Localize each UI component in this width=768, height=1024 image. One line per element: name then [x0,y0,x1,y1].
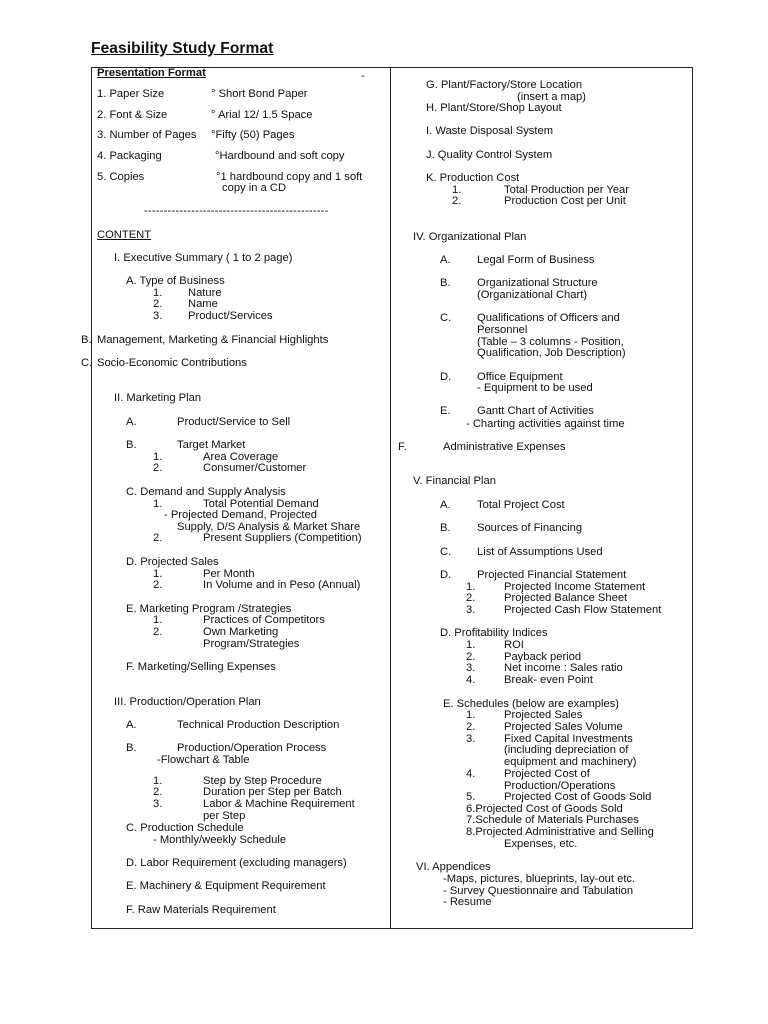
item-number: 2. [452,195,462,207]
list-item: Total Production per Year [504,184,630,196]
list-item: Projected Sales [504,709,583,721]
font-size-value: ° Arial 12/ 1.5 Space [211,109,313,121]
document-title: Feasibility Study Format [91,40,274,57]
list-item: Organizational Structure [477,277,598,289]
list-item: E. Schedules (below are examples) [443,698,619,710]
list-item: Gantt Chart of Activities [477,405,594,417]
list-item: Administrative Expenses [443,441,566,453]
list-item: - Projected Demand, Projected [164,509,317,521]
list-item: Per Month [203,568,255,580]
list-item: Projected Sales Volume [504,721,623,733]
list-item: 8.Projected Administrative and Selling [466,826,654,838]
item-letter: D. [440,569,452,581]
item-number: 4. [466,674,476,686]
item-letter: B. [126,439,137,451]
list-item: (Table – 3 columns - Position, [477,336,624,348]
list-item: Production Cost per Unit [504,195,626,207]
item-letter: B. [440,522,451,534]
item-letter: A. [440,254,451,266]
item-number: 3. [466,733,476,745]
financial-plan: V. Financial Plan [413,475,496,487]
list-item: Production/Operations [504,780,616,792]
item-number: 1. [466,709,476,721]
list-item: F. Raw Materials Requirement [126,904,276,916]
list-item: Projected Income Statement [504,581,646,593]
list-item: per Step [203,810,246,822]
packaging-value: °Hardbound and soft copy [215,150,345,162]
list-item: Sources of Financing [477,522,583,534]
item-letter: B. [440,277,451,289]
organizational-plan: IV. Organizational Plan [413,231,527,243]
item-letter: A. [440,499,451,511]
item-number: 2. [466,721,476,733]
list-item: Payback period [504,651,582,663]
item-letter: F. [398,441,407,453]
list-item: - Monthly/weekly Schedule [153,834,287,846]
list-item: - Survey Questionnaire and Tabulation [443,885,634,897]
item-number: 1. [153,451,163,463]
list-item: E. Marketing Program /Strategies [126,603,292,615]
item-number: 5. [466,791,476,803]
list-item: Total Potential Demand [203,498,319,510]
item-number: 2. [466,592,476,604]
item-number: 2. [153,579,163,591]
item-number: 2. [153,462,163,474]
production-plan: III. Production/Operation Plan [114,696,261,708]
list-item: Fixed Capital Investments [504,733,633,745]
list-item: Product/Service to Sell [177,416,291,428]
list-item: (including depreciation of [504,744,629,756]
list-item: D. Profitability Indices [440,627,548,639]
stray-mark: - [361,70,365,82]
list-item: Legal Form of Business [477,254,595,266]
list-item: ROI [504,639,524,651]
item-number: 2. [153,626,163,638]
list-item: Program/Strategies [203,638,300,650]
list-item: Net income : Sales ratio [504,662,623,674]
list-item: Qualifications of Officers and [477,312,620,324]
item-number: 1. [153,775,163,787]
list-item: Projected Balance Sheet [504,592,628,604]
list-item: 6.Projected Cost of Goods Sold [466,803,623,815]
item-letter: E. [440,405,451,417]
item-number: 3. [153,798,163,810]
marketing-plan: II. Marketing Plan [114,392,202,404]
packaging-label: 4. Packaging [97,150,162,162]
item-number: 2. [466,651,476,663]
type-of-business: A. Type of Business [126,275,225,287]
list-item: Name [188,298,218,310]
list-item: D. Projected Sales [126,556,219,568]
list-item: Projected Cost of [504,768,590,780]
list-item: K. Production Cost [426,172,520,184]
list-item: Technical Production Description [177,719,340,731]
content-heading: CONTENT [97,229,152,241]
paper-size-value: ° Short Bond Paper [211,88,308,100]
copies-value-line2: copy in a CD [222,182,287,194]
item-letter: A. [126,719,137,731]
list-item: Projected Cash Flow Statement [504,604,662,616]
list-item: F. Marketing/Selling Expenses [126,661,276,673]
separator-line: ----------------------------------------------- [144,205,329,217]
list-item: Target Market [177,439,246,451]
list-item: Supply, D/S Analysis & Market Share [177,521,361,533]
item-number: 1. [153,287,163,299]
mgmt-highlights: Management, Marketing & Financial Highlights [97,334,329,346]
list-item: Total Project Cost [477,499,565,511]
list-item: (Organizational Chart) [477,289,588,301]
list-item: equipment and machinery) [504,756,637,768]
item-number: 1. [153,568,163,580]
item-number: 3. [153,310,163,322]
list-item: Break- even Point [504,674,593,686]
copies-value: °1 hardbound copy and 1 soft [216,171,363,183]
copies-label: 5. Copies [97,171,145,183]
list-item: (insert a map) [517,91,587,103]
item-letter: B. [126,742,137,754]
item-number: 3. [466,662,476,674]
item-number: 4. [466,768,476,780]
list-item: 7.Schedule of Materials Purchases [466,814,639,826]
list-item: Projected Cost of Goods Sold [504,791,652,803]
list-item: - Resume [443,896,492,908]
list-item: Present Suppliers (Competition) [203,532,362,544]
list-item: -Maps, pictures, blueprints, lay-out etc. [443,873,636,885]
font-size-label: 2. Font & Size [97,109,168,121]
item-number: 2. [153,532,163,544]
list-item: C. Demand and Supply Analysis [126,486,286,498]
socio-letter: C. [81,357,93,369]
list-item: Production/Operation Process [177,742,327,754]
item-number: 1. [153,498,163,510]
item-letter: A. [126,416,137,428]
list-item: D. Labor Requirement (excluding managers) [126,857,347,869]
list-item: Qualification, Job Description) [477,347,626,359]
list-item: E. Machinery & Equipment Requirement [126,880,326,892]
list-item: Consumer/Customer [203,462,307,474]
list-item: Practices of Competitors [203,614,325,626]
list-item: In Volume and in Peso (Annual) [203,579,361,591]
item-letter: C. [440,312,452,324]
column-divider [390,67,391,929]
list-item: G. Plant/Factory/Store Location [426,79,583,91]
list-item: Labor & Machine Requirement [203,798,355,810]
list-item: - Equipment to be used [477,382,593,394]
item-number: 1. [452,184,462,196]
list-item: - Charting activities against time [466,418,625,430]
list-item: Personnel [477,324,528,336]
list-item: J. Quality Control System [426,149,553,161]
pages-value: °Fifty (50) Pages [211,129,295,141]
list-item: I. Waste Disposal System [426,125,554,137]
list-item: Expenses, etc. [504,838,578,850]
executive-summary: I. Executive Summary ( 1 to 2 page) [114,252,293,264]
pages-label: 3. Number of Pages [97,129,197,141]
presentation-format-heading: Presentation Format [97,67,206,79]
list-item: -Flowchart & Table [157,754,250,766]
item-number: 1. [466,581,476,593]
list-item: Duration per Step per Batch [203,786,342,798]
list-item: Projected Financial Statement [477,569,627,581]
item-letter: D. [440,371,452,383]
list-item: Office Equipment [477,371,563,383]
item-number: 1. [466,639,476,651]
item-number: 2. [153,298,163,310]
list-item: Product/Services [188,310,273,322]
paper-size-label: 1. Paper Size [97,88,165,100]
item-number: 1. [153,614,163,626]
list-item: H. Plant/Store/Shop Layout [426,102,562,114]
socio-economic: Socio-Economic Contributions [97,357,247,369]
list-item: Nature [188,287,222,299]
item-number: 3. [466,604,476,616]
list-item: Area Coverage [203,451,279,463]
list-item: List of Assumptions Used [477,546,603,558]
list-item: Step by Step Procedure [203,775,322,787]
mgmt-letter: B. [81,334,92,346]
appendices: VI. Appendices [416,861,491,873]
list-item: Own Marketing [203,626,279,638]
item-number: 2. [153,786,163,798]
item-letter: C. [440,546,452,558]
list-item: C. Production Schedule [126,822,244,834]
